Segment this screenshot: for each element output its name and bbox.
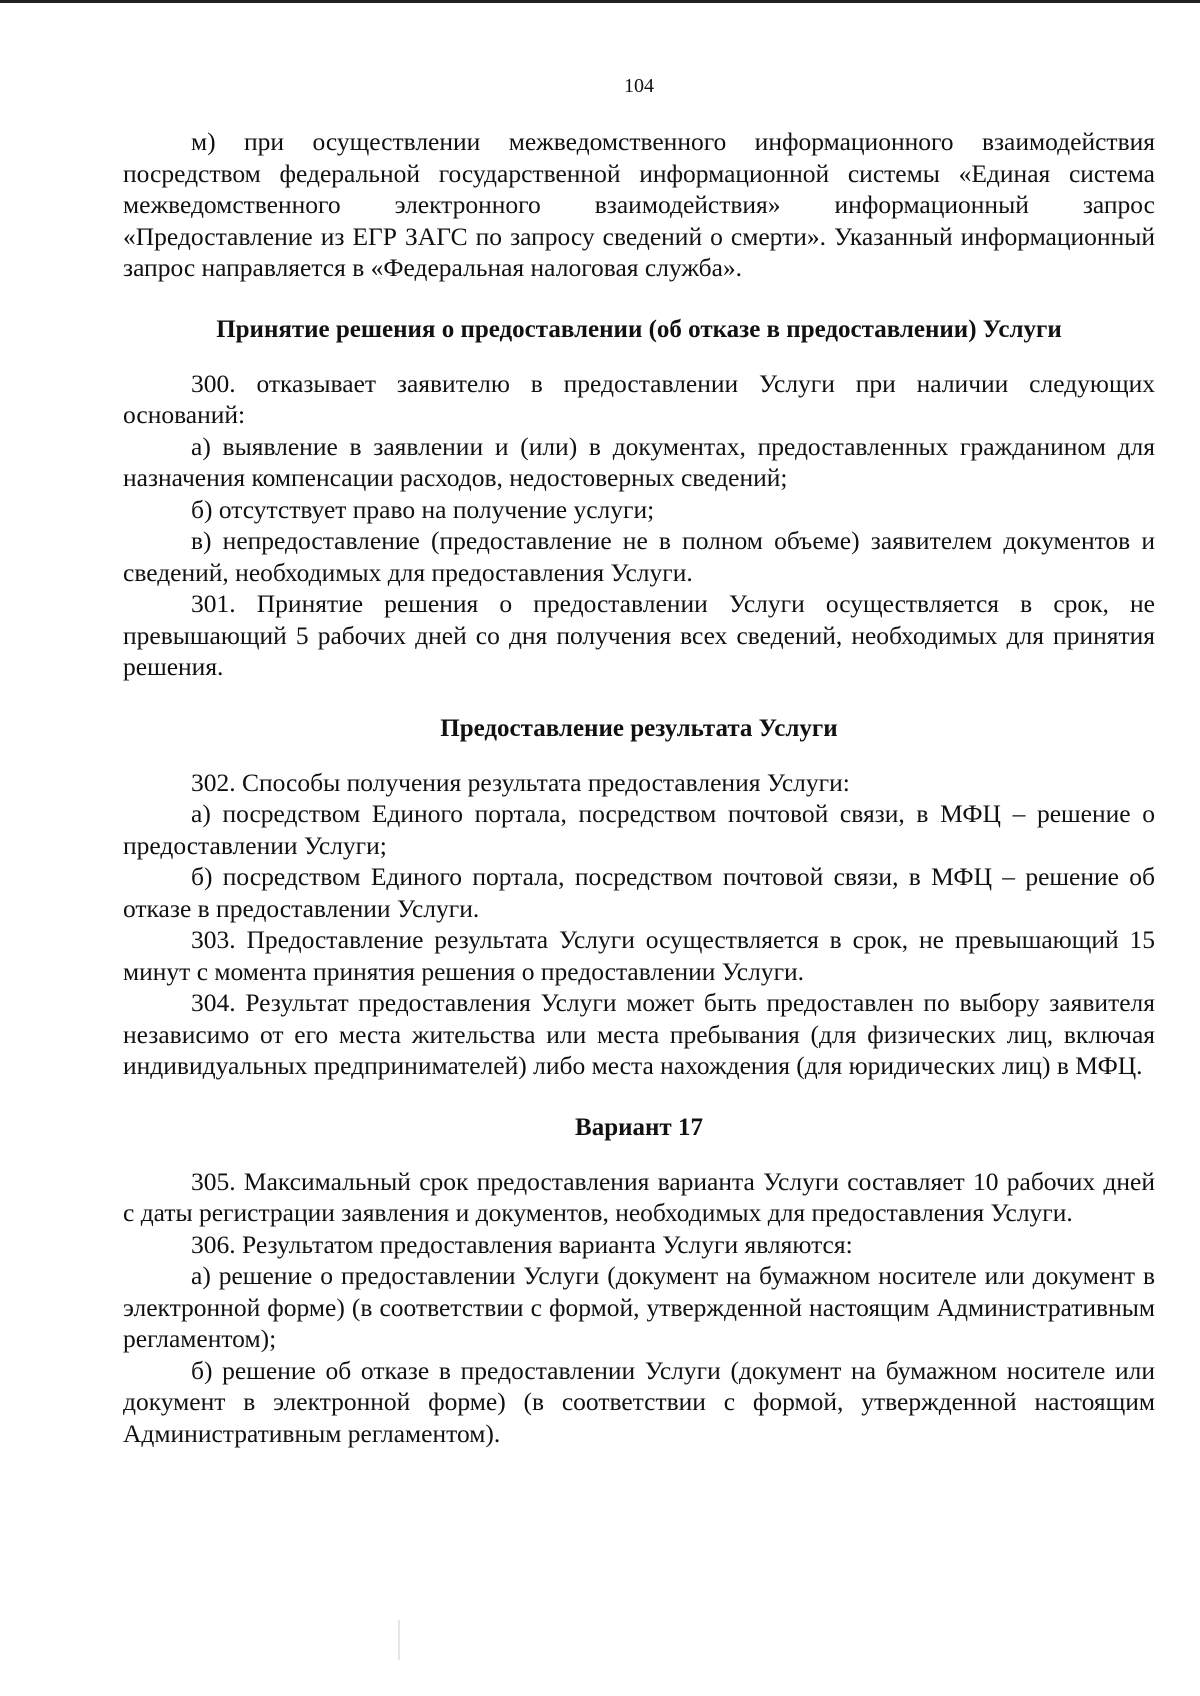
paragraph-301: 301. Принятие решения о предоставлении Услуги осуществляется в срок, не превышающий 5 рабочих дней со дня получения всех сведений, необходимых для принятия решения. xyxy=(123,589,1155,681)
paragraph-300-b: б) отсутствует право на получение услуги; xyxy=(191,494,655,524)
paragraph-304: 304. Результат предоставления Услуги может быть предоставлен по выбору заявителя независимо от его места жительства или места пребывания (для физических лиц, включая индивидуальных предпринимателей) либо места нахождения (для юридических лиц) в МФЦ. xyxy=(123,988,1155,1080)
section-body-decision xyxy=(123,368,1155,683)
paragraph-306: 306. Результатом предоставления варианта Услуги являются: xyxy=(191,1229,853,1259)
section-heading-variant-17: Вариант 17 xyxy=(575,1113,703,1141)
paragraph-303: 303. Предоставление результата Услуги осуществляется в срок, не превышающий 15 минут с момента принятия решения о предоставлении Услуги. xyxy=(123,925,1155,986)
paragraph-300-v: в) непредоставление (предоставление не в полном объеме) заявителем документов и сведений, необходимых для предоставления Услуги. xyxy=(123,526,1155,587)
document-page xyxy=(123,74,1155,1449)
section-body-result xyxy=(123,767,1155,1082)
section-body-variant-17 xyxy=(123,1166,1155,1450)
scan-artifact xyxy=(398,1620,400,1660)
paragraph-306-b: б) решение об отказе в предоставлении Услуги (документ на бумажном носителе или документ в электронной форме) (в соответствии с формой, утвержденной настоящим Административным регламентом). xyxy=(123,1355,1155,1448)
paragraph-306-a: а) решение о предоставлении Услуги (документ на бумажном носителе или документ в электронной форме) (в соответствии с формой, утвержденной настоящим Административным регламентом); xyxy=(123,1261,1155,1353)
section-heading-decision: Принятие решения о предоставлении (об отказе в предоставлении) Услуги xyxy=(216,315,1062,343)
scan-top-edge xyxy=(0,0,1200,3)
paragraph-302-a: а) посредством Единого портала, посредством почтовой связи, в МФЦ – решение о предоставлении Услуги; xyxy=(123,799,1155,860)
page-number: 104 xyxy=(624,75,654,97)
paragraph-302: 302. Способы получения результата предоставления Услуги: xyxy=(191,767,850,797)
section-heading-result: Предоставление результата Услуги xyxy=(440,714,838,742)
paragraph-305: 305. Максимальный срок предоставления варианта Услуги составляет 10 рабочих дней с даты регистрации заявления и документов, необходимых для предоставления Услуги. xyxy=(123,1166,1155,1227)
paragraph-300: 300. отказывает заявителю в предоставлении Услуги при наличии следующих оснований: xyxy=(123,368,1155,429)
paragraph-300-a: а) выявление в заявлении и (или) в документах, предоставленных гражданином для назначения компенсации расходов, недостоверных сведений; xyxy=(123,431,1155,492)
paragraph-intro: м) при осуществлении межведомственного информационного взаимодействия посредством федеральной государственной информационной системы «Единая система межведомственного электронного взаимодействия» информационный запрос «Предоставление из ЕГР ЗАГС по запросу сведений о смерти». Указанный информационный запрос направляется в «Федеральная налоговая служба». xyxy=(123,127,1155,282)
paragraph-302-b: б) посредством Единого портала, посредством почтовой связи, в МФЦ – решение об отказе в предоставлении Услуги. xyxy=(123,862,1155,923)
